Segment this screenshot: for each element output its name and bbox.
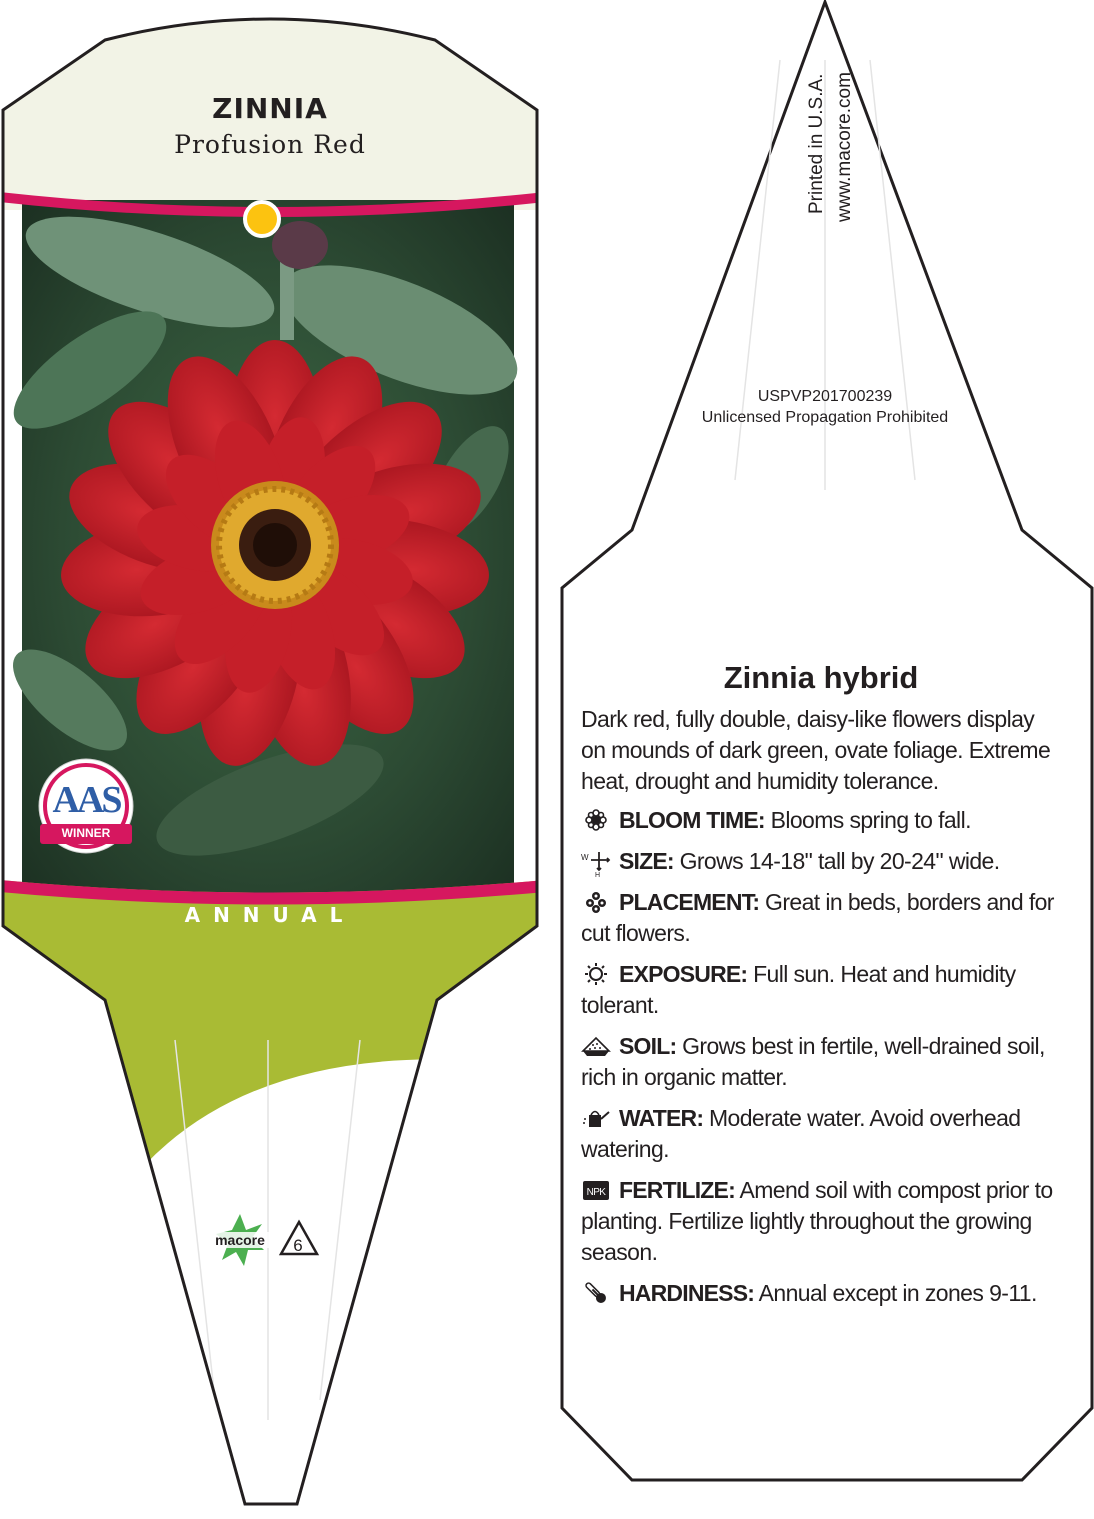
care-detail-text: Moderate water. Avoid overhead watering. (581, 1105, 1021, 1162)
plant-description: Dark red, fully double, daisy-like flowers display on mounds of dark green, ovate foliage. Extreme heat, drought and humidity tolerance. (581, 706, 1051, 794)
patent-number: USPVP201700239 (757, 388, 893, 405)
variety-name: Profusion Red (174, 130, 366, 159)
care-detail-text: Great in beds, borders and for cut flowers. (581, 889, 1054, 946)
front-tag (0, 0, 545, 1519)
care-detail-label: SOIL: (619, 1033, 677, 1059)
genus-name: ZINNIA (212, 92, 328, 125)
care-detail-label: EXPOSURE: (619, 961, 748, 987)
care-detail-row (581, 1278, 1061, 1309)
plant-category: ANNUAL (184, 903, 356, 927)
care-detail-text: Amend soil with compost prior to planting. Fertilize lightly throughout the growing season. (581, 1177, 1053, 1265)
care-detail-label: PLACEMENT: (619, 889, 760, 915)
aas-badge-text: AAS (52, 779, 120, 821)
care-detail-label: SIZE: (619, 848, 674, 874)
care-details-list (581, 805, 1061, 1309)
care-info (581, 660, 1061, 1319)
care-detail-row (581, 959, 1061, 1021)
npk-icon (581, 1178, 611, 1200)
care-detail-row (581, 887, 1061, 949)
sun-icon (581, 962, 611, 984)
care-detail-label: WATER: (619, 1105, 704, 1131)
care-detail-row (581, 846, 1061, 877)
watering-can-icon (581, 1106, 611, 1128)
care-detail-label: HARDINESS: (619, 1280, 755, 1306)
thermometer-icon (581, 1281, 611, 1303)
printed-in-label: Printed in U.S.A. (806, 73, 827, 214)
brand-name: macore (215, 1232, 265, 1248)
care-detail-row (581, 805, 1061, 836)
care-detail-row (581, 1175, 1061, 1268)
botanical-name: Zinnia hybrid (723, 660, 919, 695)
care-detail-text: Grows 14-18" tall by 20-24" wide. (673, 848, 1000, 874)
care-detail-text: Grows best in fertile, well-drained soil, rich in organic matter. (581, 1033, 1045, 1090)
svg-text:W: W (581, 853, 588, 862)
care-detail-text: Full sun. Heat and humidity tolerant. (581, 961, 1016, 1018)
care-detail-text: Blooms spring to fall. (764, 807, 971, 833)
flower-icon (581, 808, 611, 830)
care-detail-label: FERTILIZE: (619, 1177, 735, 1203)
patent-notice: Unlicensed Propagation Prohibited (701, 409, 949, 426)
website-label: www.macore.com (834, 72, 855, 222)
care-detail-text: Annual except in zones 9-11. (754, 1280, 1037, 1306)
soil-icon (581, 1034, 611, 1056)
sun-dot-icon (245, 202, 279, 236)
size-icon (581, 849, 611, 879)
svg-text:H: H (595, 872, 600, 879)
aas-badge-label: WINNER (61, 826, 111, 840)
recycle-code: 6 (293, 1236, 303, 1255)
care-detail-label: BLOOM TIME: (619, 807, 765, 833)
patent-block (640, 386, 1010, 428)
placement-icon (581, 890, 611, 912)
svg-text:NPK: NPK (586, 1187, 606, 1198)
care-detail-row (581, 1031, 1061, 1093)
care-detail-row (581, 1103, 1061, 1165)
